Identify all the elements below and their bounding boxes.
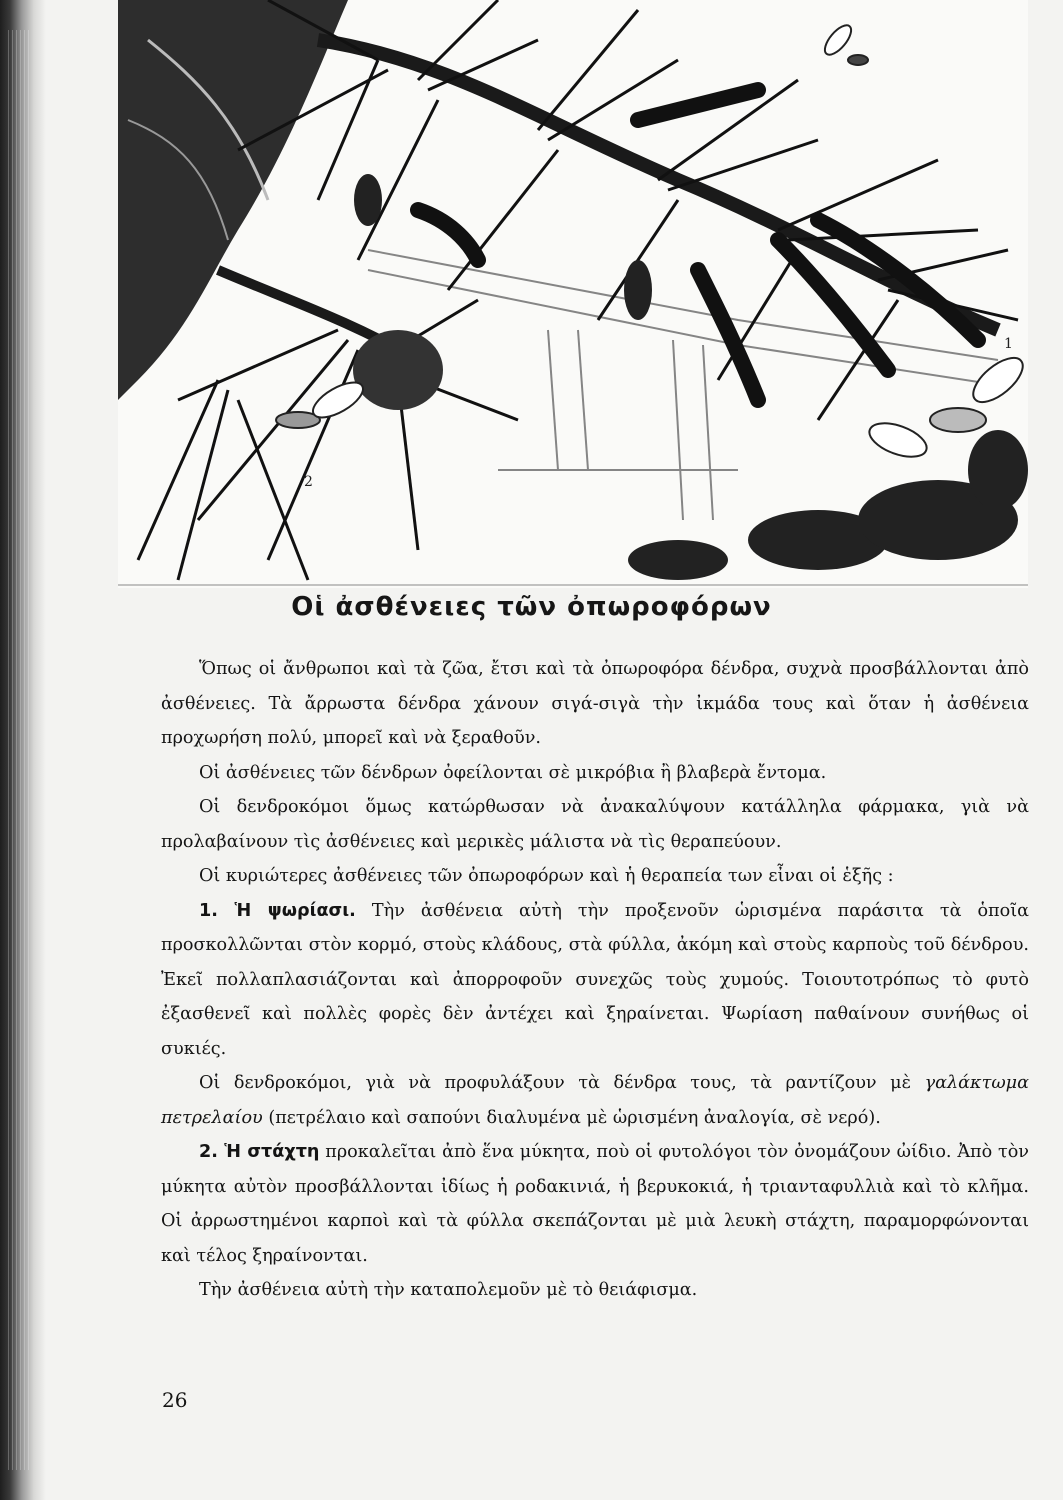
- page-number: 26: [162, 1388, 188, 1412]
- remedy-text: Οἱ δενδροκόμοι, γιὰ νὰ προφυλάξουν τὰ δένδρα τους, τὰ ραντίζουν μὲ: [199, 1073, 925, 1093]
- remedy-italic: γαλάκτωμα πετρελαίου: [161, 1073, 1029, 1128]
- engraving-icon: [118, 0, 1028, 588]
- engraving-illustration: [118, 0, 1028, 588]
- figure-number-1: 1: [1004, 336, 1013, 352]
- remedy-text-end: (πετρέλαιο καὶ σαπούνι διαλυμένα μὲ ὡρισμένη ἀναλογία, σὲ νερό).: [262, 1107, 881, 1128]
- page-title: Οἱ ἀσθένειες τῶν ὀπωροφόρων: [291, 592, 772, 622]
- section-psoriasis: [161, 894, 1029, 1067]
- paragraph: Οἱ ἀσθένειες τῶν δένδρων ὀφείλονται σὲ μικρόβια ἢ βλαβερὰ ἔντομα.: [199, 762, 827, 783]
- section-text: προκαλεῖται ἀπὸ ἕνα μύκητα, ποὺ οἱ φυτολόγοι τὸν ὀνομάζουν ὠίδιο. Ἀπὸ τὸν μύκητα αὐτὸν προσβάλλονται ἰδίως ἡ ροδακινιά, ἡ βερυκοκιά, ἡ τριανταφυλλιὰ καὶ τὸ κλῆμα. Οἱ ἀρρωστημένοι καρποὶ καὶ τὰ φύλλα σκεπάζονται μὲ μιὰ λευκὴ στάχτη, παραμορφώνονται καὶ τέλος ξηραίνονται.: [161, 1142, 1030, 1266]
- paragraph: Ὅπως οἱ ἄνθρωποι καὶ τὰ ζῶα, ἔτσι καὶ τὰ ὀπωροφόρα δένδρα, συχνὰ προσβάλλονται ἀπὸ ἀσθένειες. Τὰ ἄρρωστα δένδρα χάνουν σιγά-σιγὰ τὴν ἰκμάδα τους καὶ ὅταν ἡ ἀσθένεια προχωρήση πολύ, μπορεῖ καὶ νὰ ξεραθοῦν.: [161, 659, 1029, 748]
- section-ash-remedy: Τὴν ἀσθένεια αὐτὴ τὴν καταπολεμοῦν μὲ τὸ θειάφισμα.: [199, 1280, 698, 1300]
- paragraph: Οἱ κυριώτερες ἀσθένειες τῶν ὀπωροφόρων καὶ ἡ θεραπεία των εἶναι οἱ ἑξῆς :: [199, 866, 894, 886]
- section-heading: 2. Ἡ στάχτη: [199, 1142, 320, 1162]
- paragraph: Οἱ δενδροκόμοι ὅμως κατώρθωσαν νὰ ἀνακαλύψουν κατάλληλα φάρμακα, γιὰ νὰ προλαβαίνουν τὶς ἀσθένειες καὶ μερικὲς μάλιστα νὰ τὶς θεραπεύουν.: [161, 797, 1029, 852]
- book-spine: [0, 0, 46, 1500]
- section-text: Τὴν ἀσθένεια αὐτὴ τὴν προξενοῦν ὡρισμένα παράσιτα τὰ ὁποῖα προσκολλῶνται στὸν κορμό, στοὺς κλάδους, στὰ φύλλα, ἀκόμη καὶ στοὺς καρποὺς τοῦ δένδρου. Ἐκεῖ πολλαπλασιάζονται καὶ ἀπορροφοῦν συνεχῶς τοὺς χυμούς. Τοιουτοτρόπως τὸ φυτὸ ἐξασθενεῖ καὶ πολλὲς φορὲς δὲν ἀντέχει καὶ ξηραίνεται. Ψωρίαση παθαίνουν συνήθως οἱ συκιές.: [161, 900, 1029, 1059]
- section-psoriasis-remedy: [161, 1066, 1029, 1135]
- section-heading: 1. Ἡ ψωρίασι.: [199, 900, 356, 921]
- section-ash: [161, 1135, 1029, 1273]
- figure-number-2: 2: [304, 474, 313, 490]
- article-body: [161, 652, 1029, 1308]
